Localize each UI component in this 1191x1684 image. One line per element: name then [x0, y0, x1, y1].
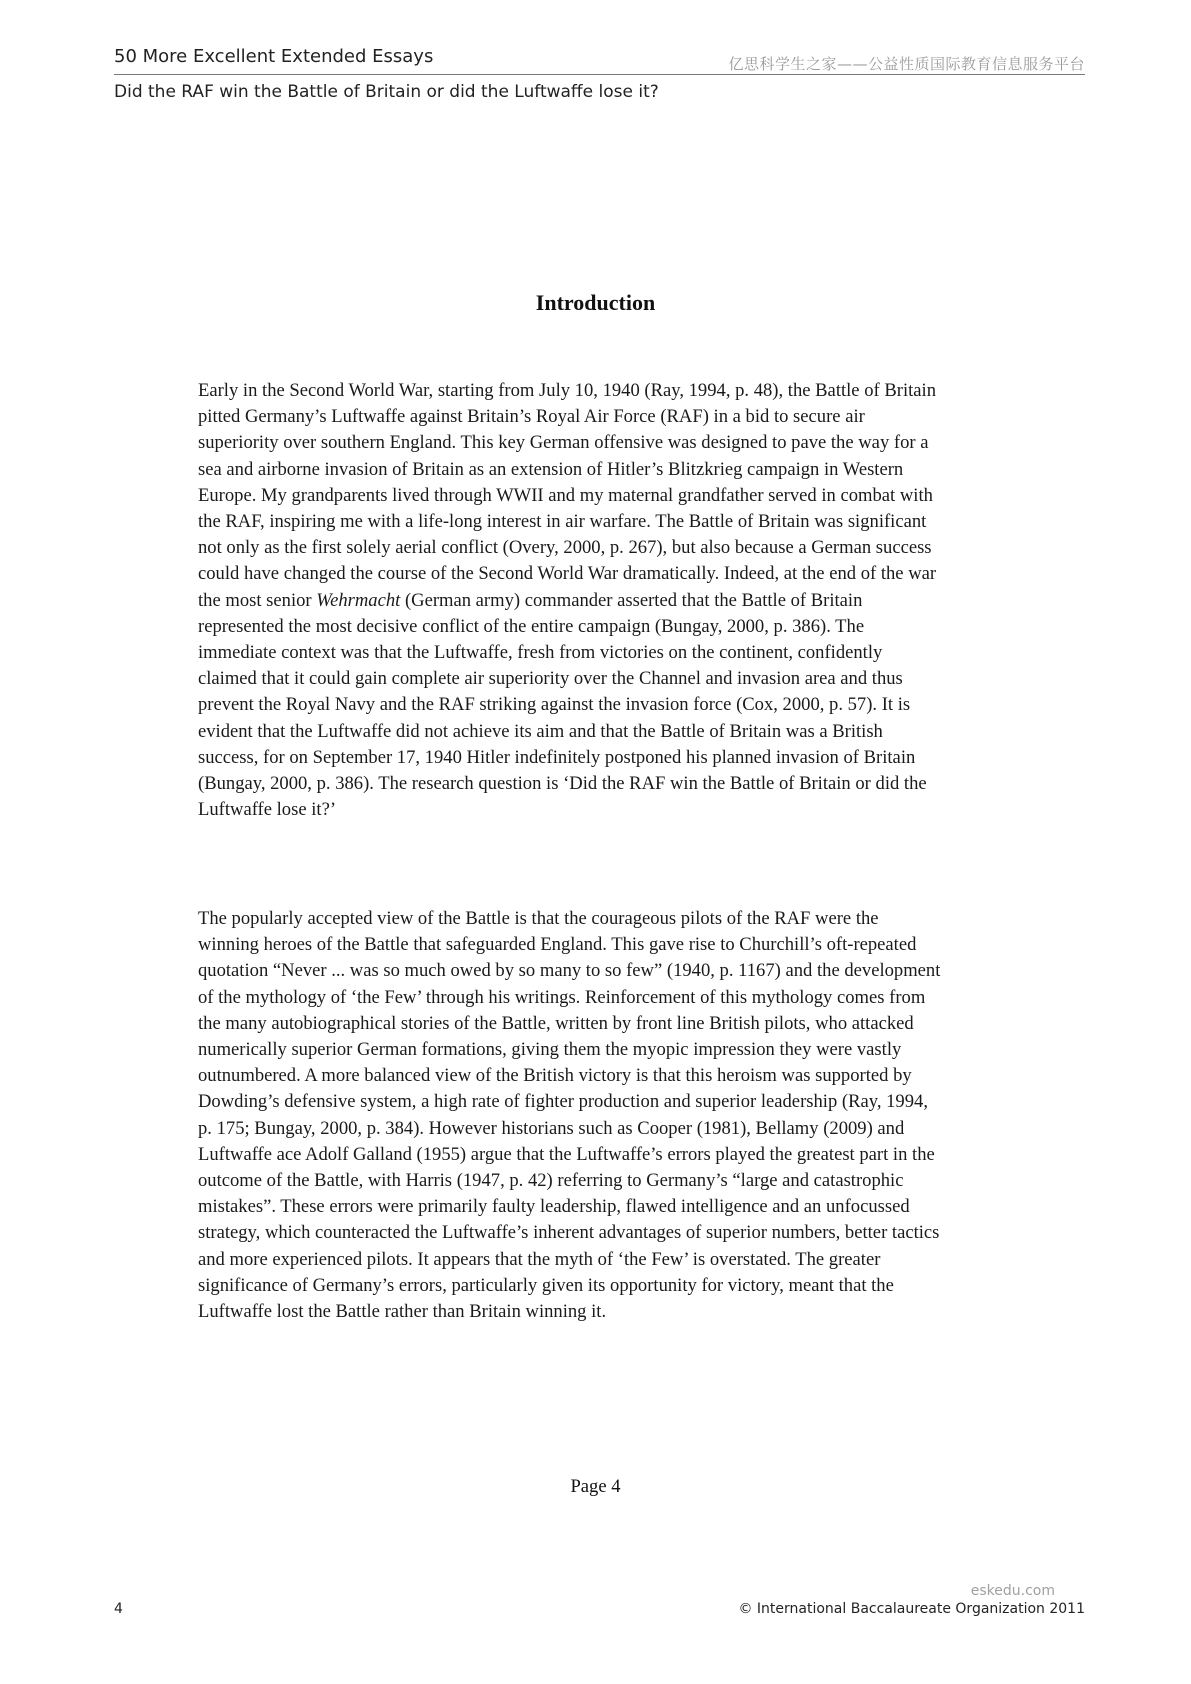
header-divider [114, 74, 1085, 75]
paragraph-intro-part-b: (German army) commander asserted that the Battle of Britain represented the most decisive conflict of the entire campaign (Bungay, 2000, p. 386). The immediate context was that the Luftwaffe, fresh from victories on the continent, confidently claimed that it could gain complete air superiority over the Channel and invasion area and thus prevent the Royal Navy and the RAF striking against the invasion force (Cox, 2000, p. 57). It is evident that the Luftwaffe did not achieve its aim and that the Battle of Britain was a British success, for on September 17, 1940 Hitler indefinitely postponed his planned invasion of Britain (Bungay, 2000, p. 386). The research question is ‘Did the RAF win the Battle of Britain or did the Luftwaffe lose it?’ [198, 589, 927, 821]
footer-site: eskedu.com [970, 1583, 1055, 1599]
paragraph-intro [198, 378, 943, 823]
paragraph-intro-italic-term: Wehrmacht [316, 589, 401, 611]
footer-copyright: © International Baccalaureate Organization 2011 [738, 1601, 1085, 1617]
page-label: Page 4 [570, 1476, 621, 1497]
essay-title: Did the RAF win the Battle of Britain or did the Luftwaffe lose it? [114, 82, 659, 102]
watermark-text: 亿思科学生之家——公益性质国际教育信息服务平台 [728, 55, 1085, 73]
book-title: 50 More Excellent Extended Essays [114, 46, 434, 67]
paragraph-intro-part-a: Early in the Second World War, starting from July 10, 1940 (Ray, 1994, p. 48), the Battle of Britain pitted Germany’s Luftwaffe against Britain’s Royal Air Force (RAF) in a bid to secure air superiority over southern England. This key German offensive was designed to pave the way for a sea and airborne invasion of Britain as an extension of Hitler’s Blitzkrieg campaign in Western Europe. My grandparents lived through WWII and my maternal grandfather served in combat with the RAF, inspiring me with a life-long interest in air warfare. The Battle of Britain was significant not only as the first solely aerial conflict (Overy, 2000, p. 267), but also because a German success could have changed the course of the Second World War dramatically. Indeed, at the end of the war the most senior [198, 380, 937, 611]
section-heading: Introduction [535, 290, 656, 315]
paragraph-context: The popularly accepted view of the Battle is that the courageous pilots of the RAF were the winning heroes of the Battle that safeguarded England. This gave rise to Churchill’s oft-repeated quotation “Never ... was so much owed by so many to so few” (1940, p. 1167) and the development of the mythology of ‘the Few’ through his writings. Reinforcement of this mythology comes from the many autobiographical stories of the Battle, written by front line British pilots, who attacked numerically superior German formations, giving them the myopic impression they were vastly outnumbered. A more balanced view of the British victory is that this heroism was supported by Dowding’s defensive system, a high rate of fighter production and superior leadership (Ray, 1994, p. 175; Bungay, 2000, p. 384). However historians such as Cooper (1981), Bellamy (2009) and Luftwaffe ace Adolf Galland (1955) argue that the Luftwaffe’s errors played the greatest part in the outcome of the Battle, with Harris (1947, p. 42) referring to Germany’s “large and catastrophic mistakes”. These errors were primarily faulty leadership, flawed intelligence and an unfocussed strategy, which counteracted the Luftwaffe’s inherent advantages of superior numbers, better tactics and more experienced pilots. It appears that the myth of ‘the Few’ is overstated. The greater significance of Germany’s errors, particularly given its opportunity for victory, meant that the Luftwaffe lost the Battle rather than Britain winning it. [198, 908, 941, 1323]
footer-page-number: 4 [114, 1601, 123, 1617]
